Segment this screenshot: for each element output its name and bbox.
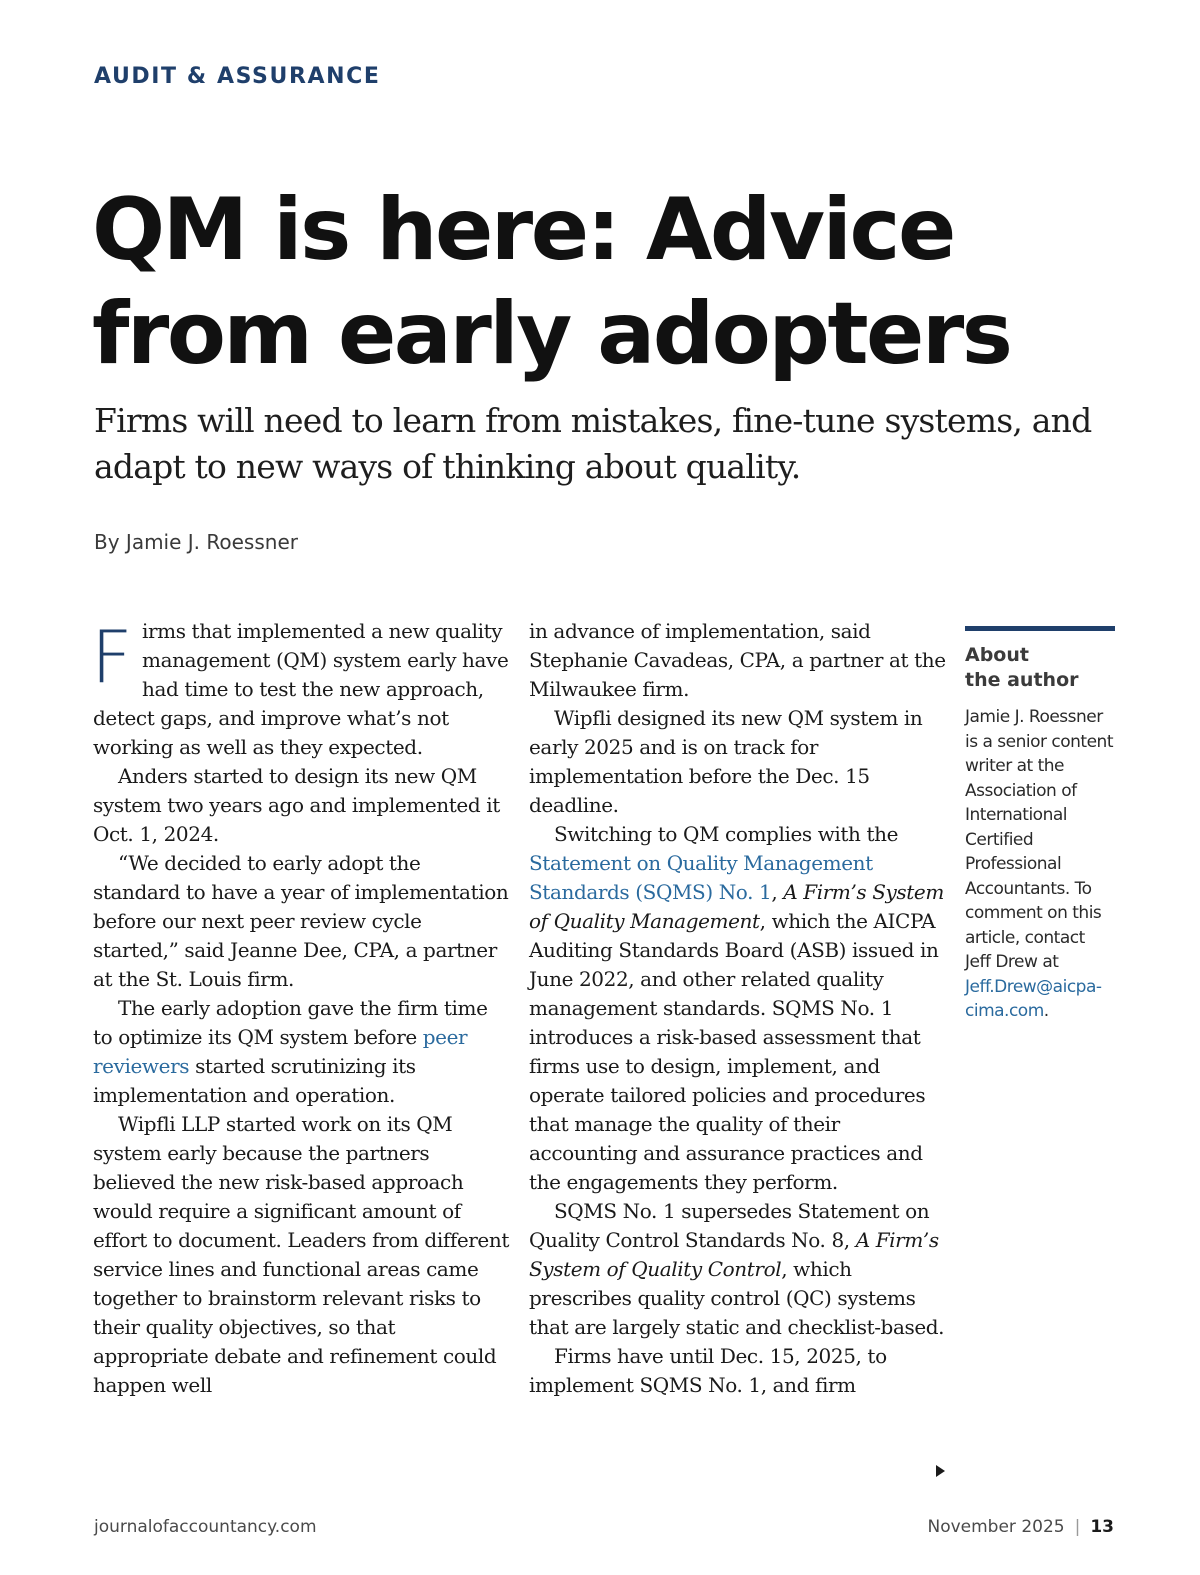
- sidebar-title-line-1: About: [965, 644, 1029, 666]
- article-column-2: [529, 617, 947, 1400]
- paragraph-text: , which prescribes quality control (QC) systems that are largely static and checklist-based.: [529, 1257, 945, 1339]
- byline: By Jamie J. Roessner: [94, 530, 298, 554]
- contact-email-link[interactable]: Jeff.Drew@aicpa-cima.com: [965, 976, 1102, 1021]
- footer-site: journalofaccountancy.com: [94, 1517, 317, 1537]
- paragraph: Wipfli designed its new QM system in early 2025 and is on track for implementation before the Dec. 15 deadline.: [529, 706, 923, 817]
- paragraph: [93, 994, 511, 1110]
- paragraph: Firms have until Dec. 15, 2025, to implement SQMS No. 1, and firm: [529, 1344, 887, 1397]
- italic-title: A Firm’s System of Quality Control: [529, 1228, 939, 1281]
- footer-separator: |: [1074, 1517, 1081, 1537]
- paragraph-text: ,: [771, 880, 784, 904]
- paragraph-text: SQMS No. 1 supersedes Statement on Quality Control Standards No. 8,: [529, 1199, 930, 1252]
- about-the-author-sidebar: [965, 626, 1115, 1024]
- headline-line-1: QM is here: Advice: [92, 180, 954, 280]
- section-label: AUDIT & ASSURANCE: [94, 64, 381, 89]
- continue-arrow-icon: [936, 1465, 945, 1477]
- footer-date: November 2025: [927, 1517, 1065, 1537]
- italic-title: A Firm’s System of Quality Management: [529, 880, 944, 933]
- paragraph-text: Switching to QM complies with the: [554, 822, 899, 846]
- paragraph: [529, 1197, 947, 1342]
- drop-cap: F: [91, 615, 133, 699]
- peer-reviewers-link[interactable]: peer reviewers: [93, 1025, 468, 1078]
- sidebar-title-line-2: the author: [965, 669, 1079, 691]
- paragraph-text: The early adoption gave the firm time to optimize its QM system before: [93, 996, 488, 1049]
- headline-line-2: from early adopters: [92, 284, 1011, 384]
- paragraph: [93, 617, 511, 762]
- sidebar-period: .: [1043, 1001, 1049, 1021]
- sqms-no-1-link[interactable]: Statement on Quality Management Standards (SQMS) No. 1: [529, 851, 873, 904]
- paragraph: Anders started to design its new QM system two years ago and implemented it Oct. 1, 2024.: [93, 764, 500, 846]
- sidebar-title: [965, 643, 1115, 693]
- paragraph: “We decided to early adopt the standard to have a year of implementation before our next peer review cycle started,” said Jeanne Dee, CPA, a partner at the St. Louis firm.: [93, 851, 509, 991]
- paragraph-text: , which the AICPA Auditing Standards Board (ASB) issued in June 2022, and other related quality management standards. SQMS No. 1 introduces a risk-based assessment that firms use to design, implement, and operate tailored policies and procedures that manage the quality of their accounting and assurance practices and the engagements they perform.: [529, 909, 939, 1194]
- paragraph-text: started scrutinizing its implementation and operation.: [93, 1054, 416, 1107]
- paragraph: in advance of implementation, said Stephanie Cavadeas, CPA, a partner at the Milwaukee firm.: [529, 619, 946, 701]
- paragraph: [529, 820, 947, 1197]
- footer-issue-info: [927, 1517, 1114, 1537]
- dek-subtitle: Firms will need to learn from mistakes, fine-tune systems, and adapt to new ways of thinking about quality.: [94, 401, 1092, 486]
- paragraph-text: irms that implemented a new quality management (QM) system early have had time to test the new approach, detect gaps, and improve what’s not working as well as they expected.: [93, 619, 509, 759]
- page-number: 13: [1090, 1517, 1114, 1537]
- sidebar-body: [965, 705, 1115, 1024]
- paragraph: Wipfli LLP started work on its QM system early because the partners believed the new risk-based approach would require a significant amount of effort to document. Leaders from different service lines and functional areas came together to brainstorm relevant risks to their quality objectives, so that appropriate debate and refinement could happen well: [93, 1112, 509, 1397]
- article-column-1: [93, 617, 511, 1400]
- headline: [92, 178, 1132, 386]
- author-bio: Jamie J. Roessner is a senior content writer at the Association of International Certified Professional Accountants. To comment on this article, contact Jeff Drew at: [965, 707, 1113, 972]
